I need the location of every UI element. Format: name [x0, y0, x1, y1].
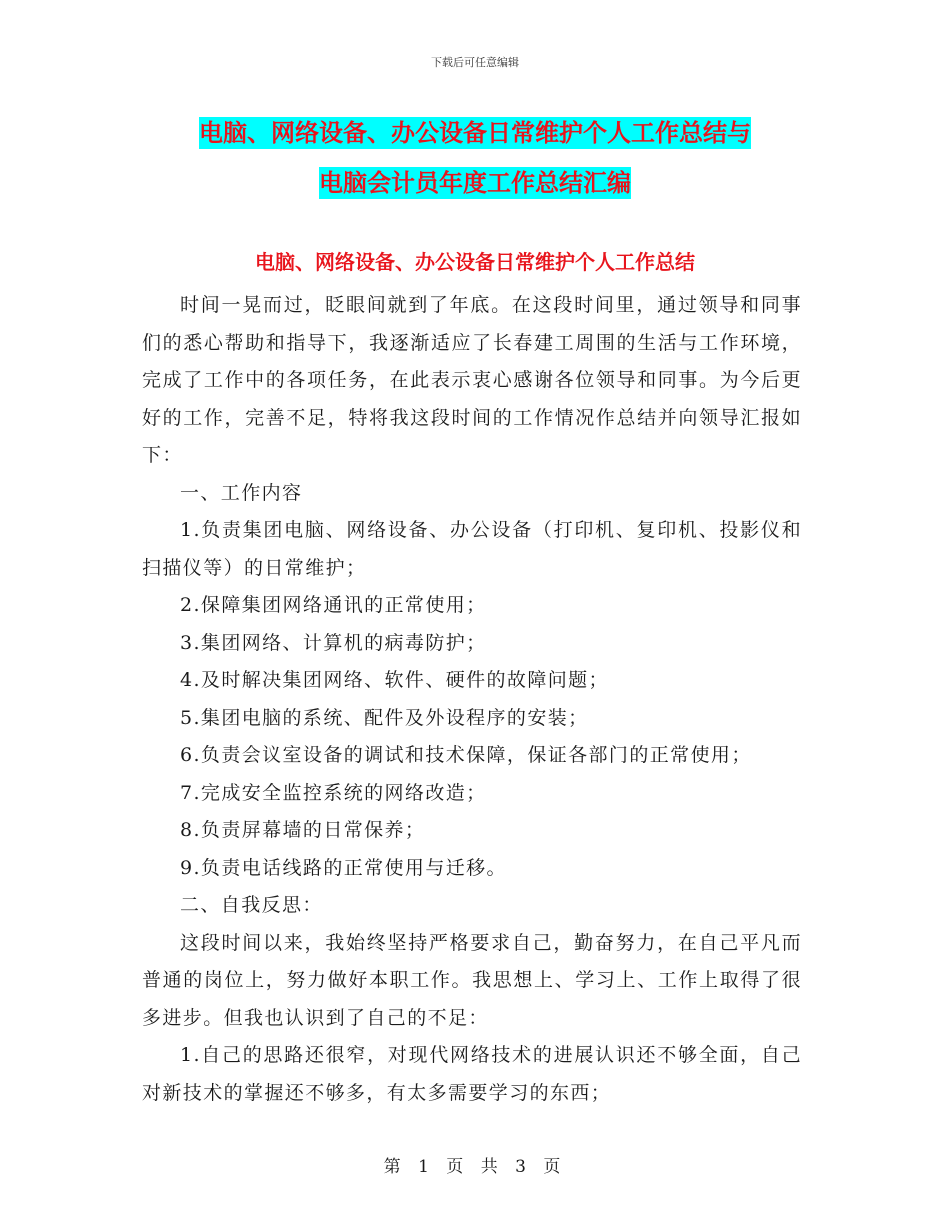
document-title-line-1: 电脑、网络设备、办公设备日常维护个人工作总结与 — [199, 119, 751, 147]
section-title: 电脑、网络设备、办公设备日常维护个人工作总结 — [255, 250, 695, 274]
header-note: 下载后可任意编辑 — [431, 56, 519, 69]
document-title-line-2: 电脑会计员年度工作总结汇编 — [319, 169, 631, 197]
document-title — [0, 108, 950, 208]
work-item-7: 7.完成安全监控系统的网络改造； — [180, 781, 487, 804]
page-footer: 第 1 页 共 3 页 — [383, 1157, 567, 1177]
work-item-8: 8.负责屏幕墙的日常保养； — [180, 819, 426, 841]
work-item-1: 1.负责集团电脑、网络设备、办公设备（打印机、复印机、投影仪和扫描仪等）的日常维护； — [142, 519, 802, 579]
work-item-6: 6.负责会议室设备的调试和技术保障，保证各部门的正常使用； — [180, 744, 752, 766]
shortcoming-item-1: 1.自己的思路还很窄，对现代网络技术的进展认识还不够全面，自己对新技术的掌握还不够多，有太多需要学习的东西； — [142, 1044, 802, 1104]
work-item-2: 2.保障集团网络通讯的正常使用； — [180, 594, 487, 616]
work-item-5: 5.集团电脑的系统、配件及外设程序的安装； — [180, 706, 589, 729]
document-body — [142, 287, 802, 1112]
work-item-4: 4.及时解决集团网络、软件、硬件的故障问题； — [180, 669, 609, 691]
heading-self-reflection: 二、自我反思： — [180, 894, 323, 916]
intro-paragraph: 时间一晃而过，眨眼间就到了年底。在这段时间里，通过领导和同事们的悉心帮助和指导下，我逐渐适应了长春建工周围的生活与工作环境，完成了工作中的各项任务，在此表示衷心感谢各位领导和同事。为今后更好的工作，完善不足，特将我这段时间的工作情况作总结并向领导汇报如下： — [142, 294, 802, 466]
heading-work-content: 一、工作内容 — [180, 481, 303, 504]
reflection-paragraph: 这段时间以来，我始终坚持严格要求自己，勤奋努力，在自己平凡而普通的岗位上，努力做好本职工作。我思想上、学习上、工作上取得了很多进步。但我也认识到了自己的不足： — [142, 931, 802, 1029]
work-item-9: 9.负责电话线路的正常使用与迁移。 — [180, 856, 507, 879]
work-item-3: 3.集团网络、计算机的病毒防护； — [180, 631, 487, 654]
